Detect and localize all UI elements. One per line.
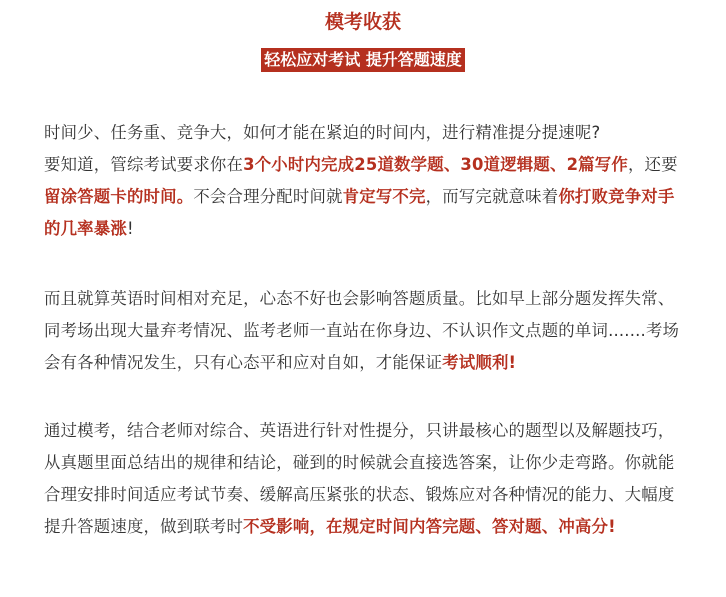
text-segment: 通过模考，结合老师对综合、英语进行针对性提分，只讲最核心的题型以及解题技巧，从真题里面总结出的规律和结论，碰到的时候就会直接选答案，让你少走弯路。你就能合理安排时间适应考试节奏、缓解高压紧张的状态、锻炼应对各种情况的能力、大幅度提升答题速度，做到联考时 (44, 421, 675, 536)
text-segment: ，还要 (627, 155, 678, 174)
highlight-text: 3个小时内完成25道数学题、30道逻辑题、2篇写作 (243, 155, 628, 174)
text-segment: 时间少、任务重、竞争大，如何才能在紧迫的时间内，进行精准提分提速呢? (44, 123, 601, 142)
paragraph-mock-exam (44, 415, 684, 543)
highlight-text: 考试顺利! (442, 353, 517, 372)
paragraph-mindset (44, 283, 684, 379)
subtitle: 轻松应对考试 提升答题速度 (261, 48, 465, 72)
text-segment: 要知道，管综考试要求你在 (44, 155, 244, 174)
highlight-text: 留涂答题卡的时间。 (44, 187, 194, 206)
text-segment: 不会合理分配时间就 (193, 187, 343, 206)
text-segment: ，而写完就意味着 (425, 187, 559, 206)
subtitle-banner (0, 48, 726, 72)
highlight-text: 不受影响，在规定时间内答完题、答对题、冲高分! (243, 517, 616, 536)
text-segment: 而且就算英语时间相对充足，心态不好也会影响答题质量。比如早上部分题发挥失常、同考场出现大量弃考情况、监考老师一直站在你身边、不认识作文点题的单词.......考场会有各种情况发生，只有心态平和应对自如，才能保证 (44, 289, 680, 372)
highlight-text: 肯定写不完 (342, 187, 426, 206)
page-title: 模考收获 (324, 11, 401, 33)
text-segment: ! (126, 219, 134, 238)
paragraph-time-pressure (44, 117, 684, 245)
highlight-text: 你打败竞争对手的几率暴涨 (44, 187, 675, 238)
